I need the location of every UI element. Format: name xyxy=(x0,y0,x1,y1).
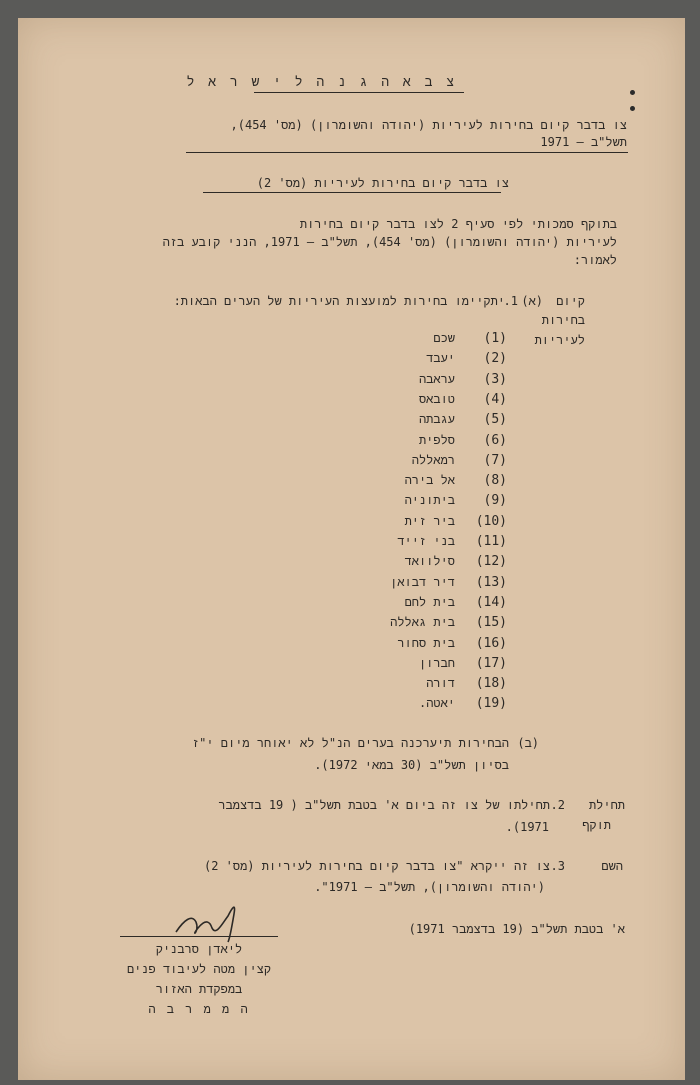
town-number: (13) xyxy=(475,575,507,590)
town-number: (11) xyxy=(475,534,507,549)
section1-text: יתקיימו בחירות למועצות העיריות של הערים הבאות: xyxy=(173,294,505,308)
town-name: דורה xyxy=(426,676,455,690)
signer-title: קצין מטה לעיבוד פנים xyxy=(126,962,272,976)
town-number: (3) xyxy=(483,372,507,387)
section3-margin-title: השם xyxy=(601,859,623,873)
signer-command: במפקדת האזור xyxy=(155,982,243,996)
document-page xyxy=(18,18,685,1080)
town-name: בני זייד xyxy=(397,534,455,548)
town-name: טובאס xyxy=(418,392,455,406)
town-name: אל בירה xyxy=(404,473,455,487)
town-number: (14) xyxy=(475,595,507,610)
handwritten-signature xyxy=(170,898,260,944)
town-number: (2) xyxy=(483,351,507,366)
town-name: ביתוניה xyxy=(404,493,455,507)
town-name: סילוואד xyxy=(404,554,455,568)
section1-b-line2: בסיון תשל"ב (30 במאי 1972). xyxy=(314,758,509,772)
signer-name: ליאדן סרבניק xyxy=(155,942,243,956)
section2-line1: תחילתו של צו זה ביום א' בטבת תשל"ב ( 19 בדצמבר xyxy=(218,798,550,812)
town-name: ביר זית xyxy=(404,514,455,528)
town-number: (19) xyxy=(475,696,507,711)
section1-b-line1: הבחירות תיערכנה בערים הנ"ל לא יאוחר מיום י"ז xyxy=(191,736,509,750)
punch-hole xyxy=(630,106,635,111)
town-name: דיר דבואן xyxy=(390,575,455,589)
section1-margin-title-2: בחירות xyxy=(541,313,585,327)
town-number: (6) xyxy=(483,433,507,448)
town-number: (1) xyxy=(483,331,507,346)
section1-number: 1. xyxy=(503,294,518,308)
intro-line3: לאמור: xyxy=(573,253,617,267)
town-number: (10) xyxy=(475,514,507,529)
town-number: (8) xyxy=(483,473,507,488)
town-name: רמאללה xyxy=(411,453,455,467)
town-number: (4) xyxy=(483,392,507,407)
town-name: שכם xyxy=(433,331,455,345)
town-name: בית סחור xyxy=(397,636,455,650)
section2-margin-title-2: תוקף xyxy=(582,818,611,832)
section1-sub-a: (א) xyxy=(521,294,543,308)
town-name: חברון xyxy=(418,656,455,670)
signature-line xyxy=(120,936,278,937)
subtitle-underline xyxy=(203,192,501,193)
date-line: א' בטבת תשל"ב (19 בדצמבר 1971) xyxy=(408,922,625,936)
section2-number: 2. xyxy=(550,798,565,812)
header-rule xyxy=(186,152,628,153)
town-name: בית לחם xyxy=(404,595,455,609)
punch-hole xyxy=(630,90,635,95)
section3-line2: (יהודה והשומרון), תשל"ב – 1971". xyxy=(314,880,545,894)
intro-line2: לעיריות (יהודה והשומרון) (מס' 454), תשל"ב – 1971, הנני קובע בזה xyxy=(162,235,617,249)
section1-sub-b: (ב) xyxy=(517,736,539,750)
town-name: סלפית xyxy=(418,433,455,447)
section1-margin-title-1: קיום xyxy=(556,294,585,308)
army-heading-underline xyxy=(254,92,464,93)
town-name: יעבד xyxy=(426,351,455,365)
town-number: (18) xyxy=(475,676,507,691)
town-number: (12) xyxy=(475,554,507,569)
town-name: עראבה xyxy=(418,372,455,386)
town-number: (17) xyxy=(475,656,507,671)
section1-margin-title-3: לעיריות xyxy=(534,333,585,347)
signer-region: ה מ מ ר ב ה xyxy=(148,1002,250,1016)
section3-line1: צו זה ייקרא "צו בדבר קיום בחירות לעיריות (מס' 2) xyxy=(203,859,550,873)
town-number: (15) xyxy=(475,615,507,630)
intro-line1: בתוקף סמכותי לפי סעיף 2 לצו בדבר קיום בחירות xyxy=(299,217,617,231)
town-name: בית גאללה xyxy=(390,615,455,629)
town-name: עגבתה xyxy=(418,412,455,426)
town-number: (5) xyxy=(483,412,507,427)
town-name: יאטה. xyxy=(418,696,455,710)
order-title-line1: צו בדבר קיום בחירות לעיריות (יהודה והשומרון) (מס' 454), xyxy=(230,118,627,132)
town-number: (7) xyxy=(483,453,507,468)
section2-line2: 1971). xyxy=(505,820,549,834)
order-subtitle: צו בדבר קיום בחירות לעיריות (מס' 2) xyxy=(256,176,509,190)
army-heading: צ ב א ה ג נ ה ל י ש ר א ל xyxy=(186,75,457,90)
section2-margin-title-1: תחילת xyxy=(588,798,625,812)
town-number: (16) xyxy=(475,636,507,651)
town-number: (9) xyxy=(483,493,507,508)
section3-number: 3. xyxy=(550,859,565,873)
order-title-line2: תשל"ב – 1971 xyxy=(540,135,627,149)
